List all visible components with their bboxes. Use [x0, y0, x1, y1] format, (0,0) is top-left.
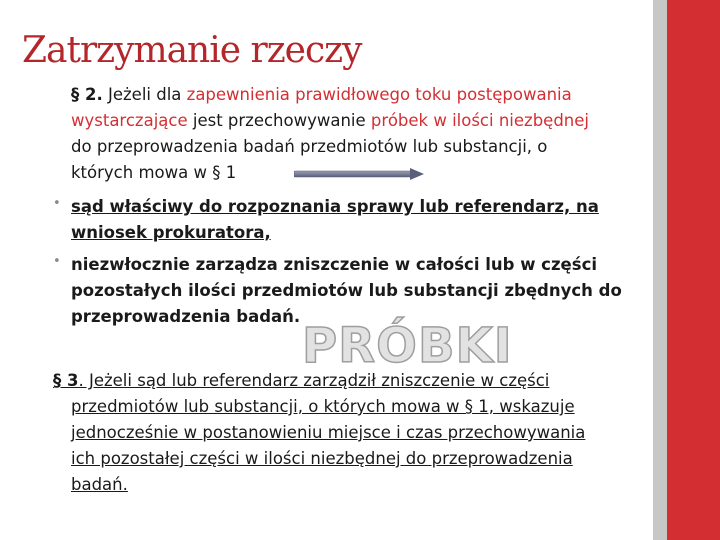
paragraph-2-line-3: do przeprowadzenia badań przedmiotów lub substancji, o [71, 137, 548, 156]
slide-title: Zatrzymanie rzeczy [22, 30, 362, 71]
decorative-gray-bar [653, 0, 667, 540]
probki-watermark: PRÓBKI [302, 318, 513, 374]
paragraph-3-number: § 3 [53, 371, 79, 390]
decorative-red-bar [667, 0, 720, 540]
paragraph-3-line-5: badań. [71, 475, 128, 494]
bullet-1-line-1: sąd właściwy do rozpoznania sprawy lub referendarz, na [71, 197, 599, 216]
paragraph-2-number: § 2. [71, 85, 103, 104]
right-arrow-icon [294, 168, 424, 180]
paragraph-2-line-2: wystarczające jest przechowywanie próbek w ilości niezbędnej [71, 111, 589, 130]
bullet-2-line-2: pozostałych ilości przedmiotów lub substancji zbędnych do [71, 281, 622, 300]
paragraph-3-line-4: ich pozostałej części w ilości niezbędnej do przeprowadzenia [71, 449, 573, 468]
bullet-2-line-3: przeprowadzenia badań. [71, 307, 301, 326]
highlight-phrase: wystarczające [71, 111, 188, 130]
bullet-icon: • [53, 254, 61, 269]
bullet-1-line-2: wniosek prokuratora, [71, 223, 271, 242]
highlight-phrase: zapewnienia prawidłowego toku postępowania [186, 85, 572, 104]
paragraph-3-line-1: § 3. Jeżeli sąd lub referendarz zarządził zniszczenie w części [53, 371, 550, 390]
paragraph-2-line-1: § 2. Jeżeli dla zapewnienia prawidłowego toku postępowania [71, 85, 572, 104]
bullet-icon: • [53, 196, 61, 211]
highlight-phrase: próbek w ilości niezbędnej [370, 111, 589, 130]
paragraph-3-line-3: jednocześnie w postanowieniu miejsce i czas przechowywania [71, 423, 586, 442]
paragraph-3-line-2: przedmiotów lub substancji, o których mowa w § 1, wskazuje [71, 397, 575, 416]
bullet-2-line-1: niezwłocznie zarządza zniszczenie w całości lub w części [71, 255, 598, 274]
paragraph-2-line-4: których mowa w § 1 [71, 163, 237, 182]
